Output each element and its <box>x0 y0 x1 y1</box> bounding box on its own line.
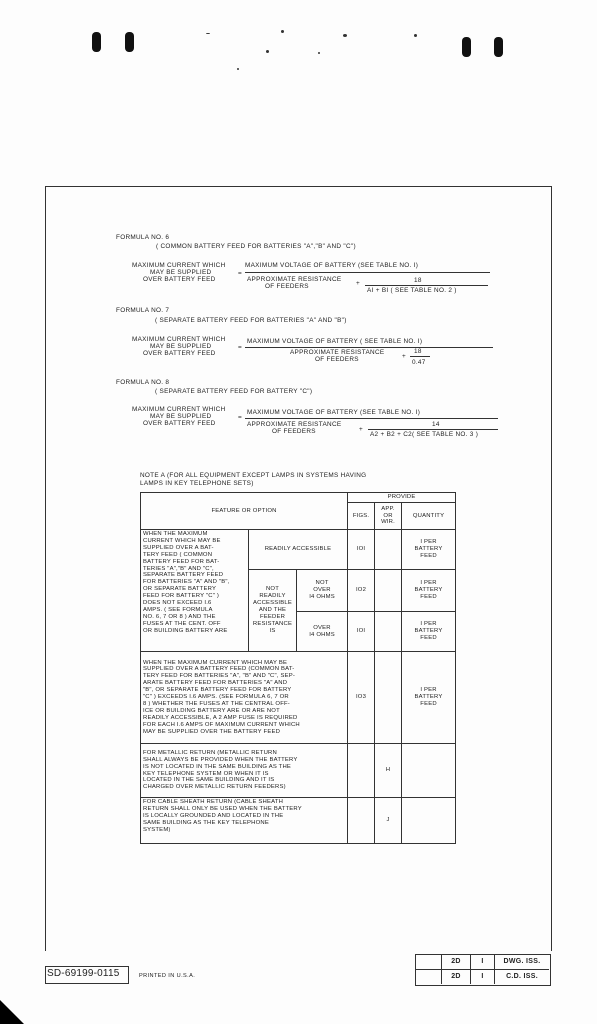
row2-quantity: I PER BATTERY FEED <box>402 652 456 744</box>
formula6-denominator-1: APPROXIMATE RESISTANCE <box>247 276 342 283</box>
header-app-wir: APP. OR WIR. <box>375 503 402 530</box>
formula7-sub-bar <box>410 356 430 357</box>
speck <box>206 33 210 34</box>
formula8-equals: = <box>238 414 243 421</box>
formula7-fraction-bar <box>245 347 493 348</box>
formula7-lhs-1: MAXIMUM CURRENT WHICH <box>132 336 226 343</box>
formula6-sub-numerator: 18 <box>414 277 422 284</box>
row1b-app <box>375 570 402 612</box>
formula6-lhs-2: MAY BE SUPPLIED <box>150 269 212 276</box>
drawing-number: SD-69199-0115 <box>47 968 120 979</box>
formula8-lhs-2: MAY BE SUPPLIED <box>150 413 212 420</box>
printed-in-usa: PRINTED IN U.S.A. <box>139 973 196 979</box>
formula6-lhs-3: OVER BATTERY FEED <box>143 276 216 283</box>
formula7-lhs-3: OVER BATTERY FEED <box>143 350 216 357</box>
cd-issue-num: I <box>481 973 484 980</box>
row2-app <box>375 652 402 744</box>
formula7-denominator-2: OF FEEDERS <box>315 356 359 363</box>
row1a-quantity: I PER BATTERY FEED <box>402 530 456 570</box>
formula6-lhs-1: MAXIMUM CURRENT WHICH <box>132 262 226 269</box>
formula8-subtitle: ( SEPARATE BATTERY FEED FOR BATTERY "C") <box>155 388 313 395</box>
header-feature-option: FEATURE OR OPTION <box>141 493 348 530</box>
formula6-subtitle: ( COMMON BATTERY FEED FOR BATTERIES "A","B" AND "C") <box>156 243 356 250</box>
formula7-sub-denominator: 0.47 <box>412 359 426 366</box>
formula8-plus: + <box>359 426 364 433</box>
speck <box>318 52 320 54</box>
dwg-issue-label: DWG. ISS. <box>503 958 541 965</box>
row1c-quantity: I PER BATTERY FEED <box>402 612 456 652</box>
formula7-title: FORMULA NO. 7 <box>116 307 170 314</box>
header-quantity: QUANTITY <box>402 503 456 530</box>
row3-app: H <box>375 744 402 798</box>
punch-hole-right-1 <box>462 37 471 57</box>
formula8-fraction-bar <box>245 418 498 419</box>
punch-hole-left-2 <box>125 32 134 52</box>
header-figs: FIGS. <box>348 503 375 530</box>
row4-description: FOR CABLE SHEATH RETURN (CABLE SHEATH RETURN SHALL ONLY BE USED WHEN THE BATTERY IS LOCALLY GROUNDED AND LOCATED IN THE SAME BUILDING AS THE KEY TELEPHONE SYSTEM) <box>141 798 348 844</box>
formula8-numerator: MAXIMUM VOLTAGE OF BATTERY (SEE TABLE NO. I) <box>247 409 421 416</box>
row1c-figs: IOI <box>348 612 375 652</box>
formula7-sub-numerator: 18 <box>414 348 422 355</box>
formula6-title: FORMULA NO. 6 <box>116 234 170 241</box>
row1c-sub-over: OVER I4 OHMS <box>297 612 348 652</box>
formula6-plus: + <box>356 280 361 287</box>
row2-figs: IO3 <box>348 652 375 744</box>
formula7-numerator: MAXIMUM VOLTAGE OF BATTERY ( SEE TABLE NO. I) <box>247 338 423 345</box>
formula7-denominator-1: APPROXIMATE RESISTANCE <box>290 349 385 356</box>
formula6-sub-bar <box>365 285 488 286</box>
row1b-figs: IO2 <box>348 570 375 612</box>
formula8-denominator-2: OF FEEDERS <box>272 428 316 435</box>
formula6-equals: = <box>238 270 243 277</box>
feature-option-table <box>140 492 456 844</box>
row4-figs <box>348 798 375 844</box>
dwg-issue-num: I <box>481 958 484 965</box>
formula7-subtitle: ( SEPARATE BATTERY FEED FOR BATTERIES "A" AND "B") <box>155 317 347 324</box>
speck <box>414 34 417 37</box>
row1a-app <box>375 530 402 570</box>
row1-description: WHEN THE MAXIMUM CURRENT WHICH MAY BE SUPPLIED OVER A BAT- TERY FEED ( COMMON BATTERY FEED FOR BAT- TERIES "A","B" AND "C", SEPARATE BATTERY FEED FOR BATTERIES "A" AND "B", OR SEPARATE BATTERY FEED FOR BATTERY "C" ) DOES NOT EXCEED I.6 AMPS. ( SEE FORMULA NO. 6, 7 OR 8 ) AND THE FUSES AT THE CENT. OFF OR BUILDING BATTERY ARE <box>141 530 249 652</box>
row3-figs <box>348 744 375 798</box>
row1a-condition: READILY ACCESSIBLE <box>249 530 348 570</box>
formula8-lhs-1: MAXIMUM CURRENT WHICH <box>132 406 226 413</box>
formula6-denominator-2: OF FEEDERS <box>265 283 309 290</box>
scan-corner <box>0 1000 40 1024</box>
formula7-lhs-2: MAY BE SUPPLIED <box>150 343 212 350</box>
row4-app: J <box>375 798 402 844</box>
note-line-2: LAMPS IN KEY TELEPHONE SETS) <box>140 480 254 487</box>
row2-description: WHEN THE MAXIMUM CURRENT WHICH MAY BE SUPPLIED OVER A BATTERY FEED (COMMON BAT- TERY FEED FOR BATTERIES "A", "B" AND "C", SEP- ARATE BATTERY FEED FOR BATTERIES "A" AND "B", OR SEPARATE BATTERY FEED FOR BATTERY "C" ) EXCEEDS I.6 AMPS. (SEE FORMULA 6, 7 OR 8 ) WHETHER THE FUSES AT THE CENTRAL OFF- ICE OR BUILDING BATTERY ARE OR ARE NOT READILY ACCESSIBLE, A 2 AMP FUSE IS REQUIRED FOR EACH I.6 AMPS OF MAXIMUM CURRENT WHICH MAY BE SUPPLIED OVER THE BATTERY FEED <box>141 652 348 744</box>
formula6-sub-denominator: AI + BI ( SEE TABLE NO. 2 ) <box>367 287 457 294</box>
speck <box>266 50 269 53</box>
speck <box>281 30 284 33</box>
cd-issue-label: C.D. ISS. <box>506 973 538 980</box>
row1b-quantity: I PER BATTERY FEED <box>402 570 456 612</box>
formula8-lhs-3: OVER BATTERY FEED <box>143 420 216 427</box>
formula8-title: FORMULA NO. 8 <box>116 379 170 386</box>
formula8-sub-bar <box>368 429 498 430</box>
speck <box>237 68 239 70</box>
formula6-fraction-bar <box>245 272 490 273</box>
cd-issue: 2D <box>451 973 461 980</box>
row4-quantity <box>402 798 456 844</box>
formula6-numerator: MAXIMUM VOLTAGE OF BATTERY (SEE TABLE NO. I) <box>245 262 419 269</box>
punch-hole-left-1 <box>92 32 101 52</box>
header-provide: PROVIDE <box>348 493 456 503</box>
row1c-app <box>375 612 402 652</box>
formula7-equals: = <box>238 344 243 351</box>
row1b-condition: NOT READILY ACCESSIBLE AND THE FEEDER RESISTANCE IS <box>249 570 297 652</box>
formula8-sub-numerator: 14 <box>432 421 440 428</box>
dwg-issue: 2D <box>451 958 461 965</box>
formula8-denominator-1: APPROXIMATE RESISTANCE <box>247 421 342 428</box>
issue-divider <box>415 969 549 970</box>
row1b-sub-not-over: NOT OVER I4 OHMS <box>297 570 348 612</box>
formula7-plus: + <box>402 353 407 360</box>
speck <box>343 34 347 37</box>
note-line-1: NOTE A (FOR ALL EQUIPMENT EXCEPT LAMPS IN SYSTEMS HAVING <box>140 472 367 479</box>
formula8-sub-denominator: A2 + B2 + C2( SEE TABLE NO. 3 ) <box>370 431 479 438</box>
row3-description: FOR METALLIC RETURN (METALLIC RETURN SHALL ALWAYS BE PROVIDED WHEN THE BATTERY IS NOT LOCATED IN THE SAME BUILDING AS THE KEY TELEPHONE SYSTEM OR WHEN IT IS LOCATED IN THE SAME BUILDING AND IT IS CHARGED OVER METALLIC RETURN FEEDERS) <box>141 744 348 798</box>
row3-quantity <box>402 744 456 798</box>
punch-hole-right-2 <box>494 37 503 57</box>
row1a-figs: IOI <box>348 530 375 570</box>
